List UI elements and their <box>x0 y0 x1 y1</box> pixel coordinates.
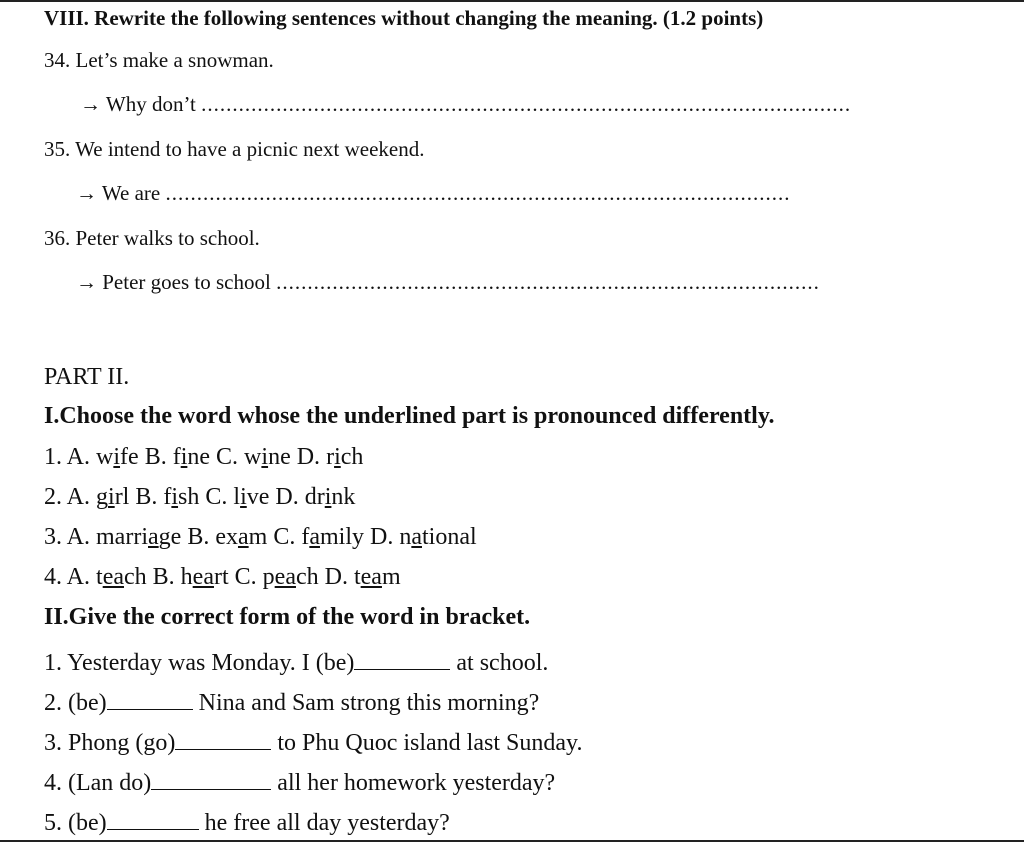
option-b[interactable]: heart <box>180 564 229 590</box>
answer-blank[interactable] <box>175 725 271 750</box>
option-label: 2. A. <box>44 484 97 510</box>
question-36: 36. Peter walks to school. <box>44 226 260 250</box>
option-label: C. <box>267 524 302 550</box>
underlined-part: i <box>108 484 115 510</box>
option-label: B. <box>181 524 216 550</box>
option-a[interactable]: wife <box>96 444 139 470</box>
option-label: D. <box>364 524 400 550</box>
option-label: 1. A. <box>44 444 97 470</box>
option-d[interactable]: drink <box>304 484 356 510</box>
underlined-part: i <box>261 444 269 470</box>
section-8-heading: VIII. Rewrite the following sentences without changing the meaning. (1.2 points) <box>44 6 764 30</box>
answer-blank[interactable] <box>107 685 193 710</box>
pronunciation-question-1 <box>44 444 363 471</box>
option-d[interactable]: national <box>399 524 477 550</box>
part-2-title: PART II. <box>44 364 130 390</box>
answer-36[interactable] <box>76 270 820 295</box>
answer-35-dots: .................................................................................................... <box>165 181 791 205</box>
answer-blank[interactable] <box>151 765 271 790</box>
underlined-part: a <box>309 524 320 550</box>
underlined-part: i <box>180 444 188 470</box>
top-border <box>0 0 1024 2</box>
option-label: D. <box>318 564 354 590</box>
option-c[interactable]: wine <box>244 444 291 470</box>
answer-blank[interactable] <box>107 805 199 830</box>
option-a[interactable]: marriage <box>96 524 182 550</box>
word-form-question-2: 2. (be) Nina and Sam strong this morning? <box>44 685 539 717</box>
pronunciation-question-4 <box>44 564 401 591</box>
word-form-question-4: 4. (Lan do) all her homework yesterday? <box>44 765 555 797</box>
underlined-part: i <box>240 484 247 510</box>
word-form-question-5: 5. (be) he free all day yesterday? <box>44 805 450 837</box>
option-b[interactable]: fine <box>172 444 211 470</box>
answer-34[interactable] <box>80 92 851 117</box>
pronunciation-question-3 <box>44 524 477 551</box>
answer-36-prefix: → Peter goes to school <box>76 270 271 294</box>
option-label: 3. A. <box>44 524 97 550</box>
word-form-heading: II.Give the correct form of the word in bracket. <box>44 604 531 630</box>
option-a[interactable]: teach <box>96 564 147 590</box>
answer-34-dots: ........................................................................................................ <box>201 92 852 116</box>
underlined-part: i <box>113 444 121 470</box>
bottom-border <box>0 840 1024 842</box>
option-label: C. <box>210 444 245 470</box>
underlined-part: ea <box>192 564 214 590</box>
answer-35-prefix: → We are <box>76 181 161 205</box>
answer-36-dots: ....................................................................................... <box>276 270 820 294</box>
option-label: B. <box>138 444 173 470</box>
underlined-part: i <box>171 484 179 510</box>
answer-35[interactable] <box>76 181 790 206</box>
option-d[interactable]: team <box>353 564 401 590</box>
underlined-part: ea <box>360 564 382 590</box>
option-b[interactable]: exam <box>215 524 268 550</box>
word-form-question-1: 1. Yesterday was Monday. I (be) at school. <box>44 645 548 677</box>
option-c[interactable]: live <box>233 484 270 510</box>
option-label: B. <box>129 484 164 510</box>
option-d[interactable]: rich <box>326 444 364 470</box>
underlined-part: ea <box>274 564 296 590</box>
option-c[interactable]: peach <box>262 564 319 590</box>
pronunciation-heading: I.Choose the word whose the underlined part is pronounced differently. <box>44 403 775 429</box>
answer-34-prefix: → Why don’t <box>80 92 196 116</box>
question-34: 34. Let’s make a snowman. <box>44 48 274 72</box>
question-35: 35. We intend to have a picnic next weekend. <box>44 137 425 161</box>
word-form-question-3: 3. Phong (go) to Phu Quoc island last Sunday. <box>44 725 582 757</box>
underlined-part: a <box>237 524 249 550</box>
underlined-part: a <box>148 524 159 550</box>
option-c[interactable]: family <box>301 524 364 550</box>
underlined-part: i <box>334 444 341 470</box>
option-label: D. <box>290 444 327 470</box>
option-label: B. <box>146 564 181 590</box>
option-label: 4. A. <box>44 564 97 590</box>
option-label: D. <box>269 484 305 510</box>
option-a[interactable]: girl <box>96 484 130 510</box>
underlined-part: ea <box>102 564 124 590</box>
option-label: C. <box>228 564 263 590</box>
underlined-part: a <box>411 524 422 550</box>
underlined-part: i <box>324 484 332 510</box>
pronunciation-question-2 <box>44 484 355 511</box>
answer-blank[interactable] <box>354 645 450 670</box>
option-b[interactable]: fish <box>163 484 200 510</box>
option-label: C. <box>199 484 234 510</box>
